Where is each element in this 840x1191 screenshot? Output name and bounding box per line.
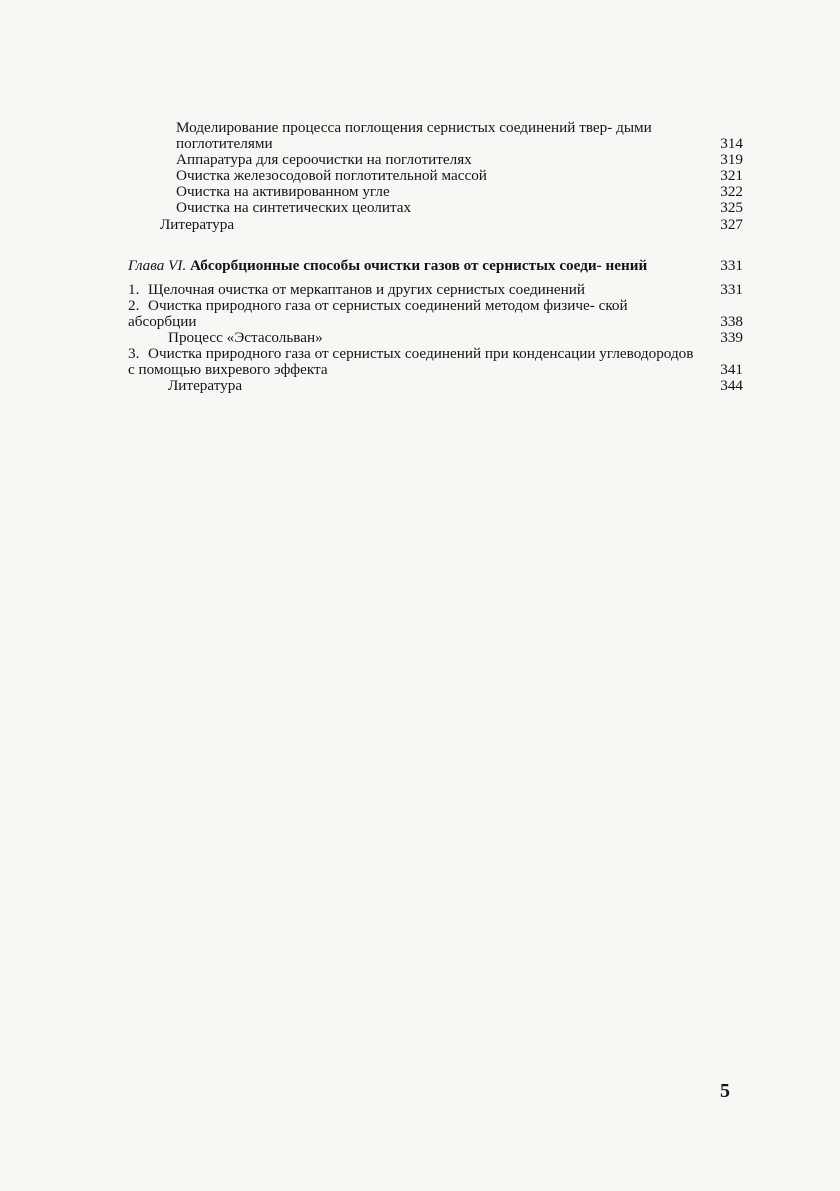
toc-entry [128,750,743,766]
toc-entry [128,702,743,718]
toc-entry [128,718,743,734]
toc-entry-page: 325 [720,199,743,217]
toc-entry-page: 321 [720,167,743,185]
toc-entry-page: 314 [720,135,743,153]
toc-entry [128,184,743,200]
toc-entry [128,637,743,653]
toc-entry [128,605,743,621]
toc-entry [128,880,743,896]
toc-entry [128,525,743,541]
toc-entry [128,654,743,670]
toc-entry [128,847,743,863]
toc-entry [128,200,743,216]
toc-entry [128,734,743,750]
toc-entry-text: Очистка природного газа от сернистых соединений при конденсации углеводородов с помощью вихревого эффекта [128,345,694,379]
toc-entry [128,378,743,394]
toc-entry-page: 331 [720,280,743,298]
toc-entry-page: 327 [720,215,743,233]
toc-entry [128,557,743,573]
chapter-page: 331 [720,256,743,274]
toc-entry [128,152,743,168]
toc-entry [128,460,743,476]
toc-entry [128,282,743,298]
chapter-ix [128,839,743,927]
toc-entry [128,444,743,460]
toc-entry [128,168,743,184]
toc-entry-page: 344 [720,377,743,395]
section-continuation [128,120,743,233]
toc-entry [128,589,743,605]
toc-entry [128,541,743,557]
toc-entry [128,330,743,346]
chapter-title: Абсорбционные способы очистки газов от сернистых соеди- нений [190,256,648,274]
toc-entry [128,766,743,782]
toc-entry-text: Аппаратура для сероочистки на поглотителях [176,151,472,169]
toc-entry [128,621,743,637]
toc-entry-text: Литература [160,215,235,233]
chapter-vi [128,258,743,395]
entry-number: 2. [128,296,140,314]
toc-entry [128,346,743,378]
chapter-heading [128,258,743,274]
toc-entry-page: 319 [720,151,743,169]
toc-entry [128,217,743,233]
chapter-viii [128,517,743,815]
toc-entry-page: 338 [720,312,743,330]
toc-entry-text: Очистка на активированном угле [176,183,390,201]
toc-entry [128,573,743,589]
table-of-contents [128,120,743,928]
toc-entry [128,912,743,928]
toc-entry [128,782,743,798]
chapter-label: Глава VI. [128,256,187,274]
toc-entry [128,798,743,814]
toc-entry [128,120,743,152]
toc-entry-page: 341 [720,361,743,379]
toc-entry-text: Щелочная очистка от меркаптанов и других сернистых соединений [148,280,586,298]
toc-entry-text: Литература [168,377,243,395]
toc-entry-text: Очистка железосодовой поглотительной массой [176,167,487,185]
toc-entry [128,686,743,702]
entry-number: 1. [128,280,140,298]
toc-entry-page: 339 [720,329,743,347]
entry-number: 3. [128,345,140,363]
page-number: 5 [720,1080,730,1102]
toc-entry [128,864,743,880]
toc-entry-text: Очистка природного газа от сернистых соединений методом физиче- ской абсорбции [128,296,628,330]
toc-entry [128,298,743,330]
toc-entry-page: 322 [720,183,743,201]
toc-entry [128,476,743,492]
toc-entry-text: Процесс «Эстасольван» [168,329,323,347]
toc-entry [128,670,743,686]
toc-entry [128,427,743,443]
toc-entry-text: Моделирование процесса поглощения сернистых соединений твер- дыми поглотителями [176,119,652,153]
toc-entry-text: Очистка на синтетических цеолитах [176,199,412,217]
chapter-vii [128,419,743,491]
toc-entry [128,896,743,912]
